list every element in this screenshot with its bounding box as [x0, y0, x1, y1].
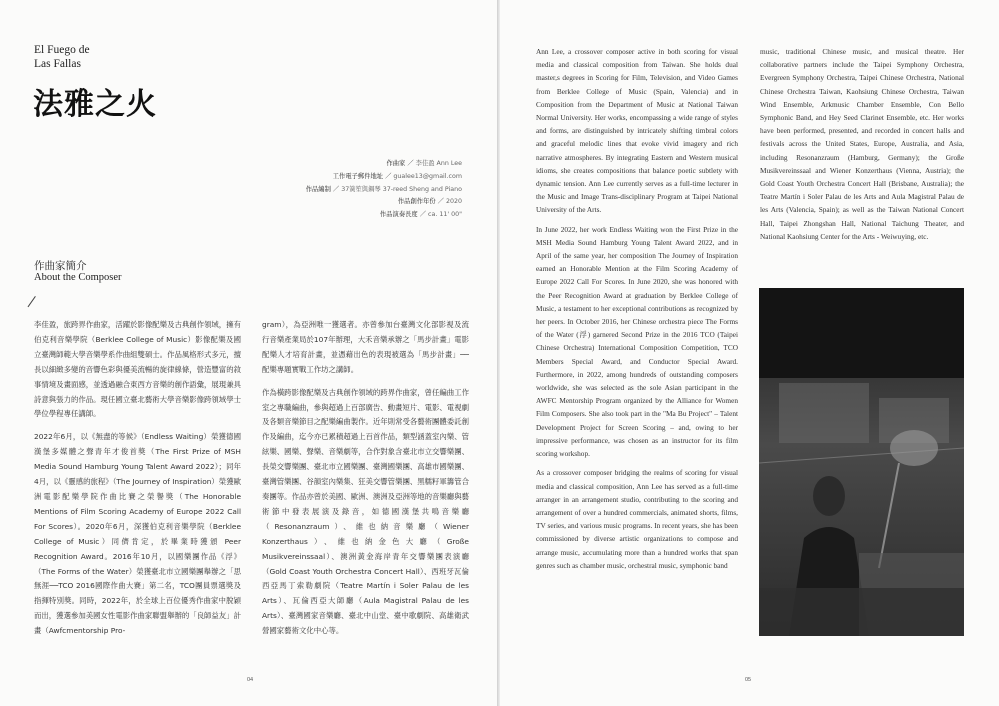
title-chinese: 法雅之火	[33, 87, 157, 122]
bio-paragraph: gram），為亞洲唯一獲選者。亦曾參加台臺灣文化部影視及流行音樂產業局於107年辦理，大禾音樂承辦之「馬步計畫」電影配樂人才培育計畫，並憑藉出色的表現被選為「馬步計畫」── 配樂專題實戰工作坊之講師。	[262, 320, 469, 374]
bio-paragraph: music, traditional Chinese music, and musical theatre. Her collaborative partners include the Taipei Symphony Orchestra, Evergreen Symphony Orchestra, Taipei Chinese Orchestra, National Chinese Orchestra Taiwan, Kaohsiung Chinese Orchestra, Taiwan Wind Ensemble, Arkmusic Chamber Ensemble, Con Bello Symphonic Band, and Hey Seed Clarinet Ensemble, etc. Her works have been performed, presented, and recorded in concert halls and festivals across the United States, Europe, Australia, and Asia, including Resonanzraum (Hamburg, Germany); the Große Musikvereinssaal and Wiener Konzerthaus (Vienna, Austria); the Gold Coast Youth Orchestra Concert Hall (Brisbane, Australia); the Teatre Martín i Soler Palau de les Arts and Aula Magistral Palau de les Arts (Valencia, Spain); as well as the Taiwan National Concert Hall, Taipei Zhongshan Hall, National Taichung Theater, and National Kaohsiung Center for the Arts - Weiwuying, etc.	[760, 47, 964, 241]
bio-english-column-2	[760, 45, 964, 249]
bio-chinese-column-1	[34, 318, 241, 647]
title-english	[34, 43, 90, 71]
left-page	[0, 0, 497, 706]
bio-paragraph: In June 2022, her work Endless Waiting won the First Prize in the MSH Media Sound Hamburg Young Talent Award 2022, and in April of the same year, her composition The Journey of Inspiration earned an Honorable Mention at the Film Scoring Academy of Europe 2022 Call For Scores. In June 2020, she was honored with the Peer Recognition Award at graduation by Berklee College of Music, a testament to her exceptional contributions as recognized by her peers. In October 2016, her Chinese orchestra piece The Forms of the Water (浮) garnered Second Prize in the 2016 TCO (Taipei Chinese Orchestra) International Composition Competition, TCO Members Special Award, and Conductor Special Award. Furthermore, in 2022, among hundreds of outstanding composers worldwide, she was selected as the sole Asian participant in the AWFC Mentorship Program organized by the Alliance for Women Film Composers. She also took part in the "Ma Bu Project" – Talent Development Project for Screen Scoring – and, owing to her impressive performance, was chosen as an instructor for its film scoring workshop.	[536, 224, 738, 459]
bio-paragraph: Ann Lee, a crossover composer active in both scoring for visual media and classical composition from Taiwan. She holds dual master,s degrees in Scoring for Film, Television, and Video Games from Berklee College of Music (Spain, Valencia) and in Composition from the Department of Music at National Taiwan Normal University. Her works, encompassing a wide range of styles and forms, are distinguished by intricately shifting timbral colors and graceful melodic lines that evoke vivid imagery and rich narrative atmospheres. By integrating Eastern and Western musical idioms, she creates compositions that balance poetic subtlety with dynamic tension. Ann Lee currently serves as a full-time lecturer in the Music and Image Trans-disciplinary Program at Taipei National University of the Arts.	[536, 47, 738, 215]
work-info-duration: 作品演奏長度 ／ ca. 11' 00"	[379, 211, 462, 219]
slash-divider	[28, 296, 36, 307]
bio-paragraph: 李佳盈，旅跨界作曲家，活躍於影像配樂及古典創作領域，擁有伯克利音樂學院（Berklee College of Music）影像配樂及國立臺灣師範大學音樂學系作曲組雙碩士。作品風格形式多元，擅長以細緻多變的音響色彩與優美流暢的旋律線條，營造豐富的敘事情境及畫面感，並透過融合東西方音樂的創作語彙，展現兼具詩意與張力的作品。現任國立臺北藝術大學音樂影像跨領域學士學位學程專任講師。	[34, 320, 241, 419]
section-heading-english: About the Composer	[34, 272, 122, 283]
title-english-line: El Fuego de	[34, 44, 90, 56]
work-info-email: 工作電子郵件地址 ／ gualee13@gmail.com	[332, 172, 462, 180]
bio-english-column-1	[536, 45, 738, 578]
work-info-composer: 作曲家 ／ 李佳盈 Ann Lee	[386, 160, 462, 167]
page-number-left: 04	[247, 677, 254, 683]
work-info	[162, 158, 462, 222]
bio-paragraph: 2022年6月，以《無盡的等候》（Endless Waiting）榮獲德國漢堡多媒體之聲青年才俊首獎（The First Prize of MSH Media Sound Hamburg Young Talent Award 2022）；同年4月，以《靈感的旅程》（The Journey of Inspiration）榮獲歐洲電影配樂學院作曲比賽之榮譽獎（The Honorable Mentions of Film Scoring Academy of Europe 2022 Call For Scores）。2020年6月，深獲伯克利音樂學院（Berklee College of Music）同儕肯定，於畢業時獲頒 Peer Recognition Award。2016年10月，以國樂團作品《浮》（The Forms of the Water）榮獲臺北市立國樂團舉辦之「思無涯──TCO 2016國際作曲大賽」第二名，TCO團員票選獎及指揮特別獎。同時，2022年，於全球上百位優秀作曲家中脫穎而出，獲選參加美國女性電影作曲家聯盟舉辦的「良師益友」計畫（Awfcmentorship Pro-	[34, 432, 241, 636]
page-number-right: 05	[745, 677, 752, 683]
bio-paragraph: As a crossover composer bridging the realms of scoring for visual media and classical composition, Ann Lee has served as a full-time arranger in an arrangement studio, contributing to the scoring and arrangement of over a hundred commercials, animated shorts, films, TV series, and various music programs. In recent years, she has been commissioned by diverse artistic organizations to compose and arrange music, accumulating more than a hundred works that span genres such as chamber music, orchestral music, symphonic band	[536, 468, 738, 570]
work-info-year: 作品創作年份 ／ 2020	[397, 198, 462, 206]
section-heading-chinese: 作曲家簡介	[34, 260, 87, 272]
bio-chinese-column-2	[262, 318, 469, 647]
bio-paragraph: 作為橫跨影像配樂及古典創作領域的跨界作曲家，曾任編曲工作室之專職編曲，參與超過上百部廣告、動畫短片、電影、電視劇及各類音樂節目之配樂編曲製作。近年則常受各藝術團體委託創作及編曲，迄今亦已累積超過上百首作品，類型涵蓋室內樂、管絃樂、國樂、聲樂、音樂劇等，合作對象含臺北市立交響樂團、長榮交響樂團、臺北市立國樂團、臺灣國樂團、高雄市國樂團、臺灣管樂團、谷韻室內樂集、狂美交響管樂團、黑糯籽軍籌管合奏團等。作品亦曾於美國、歐洲、澳洲及亞洲等地的音樂廳與藝術節中發表展演及錄音，如德國漢堡共鳴音樂廳（Resonanzraum）、維也納音樂廳（Wiener Konzerthaus）、維也納金色大廳（Große Musikvereinssaal）、澳洲黃金海岸青年交響樂團表演廳（Gold Coast Youth Orchestra Concert Hall）、西班牙瓦倫西亞馬丁索勒劇院（Teatre Martín i Soler Palau de les Arts）、瓦倫西亞大師廳（Aula Magistral Palau de les Arts）、臺灣國家音樂廳、臺北中山堂、臺中歌劇院、高雄衛武營國家藝術文化中心等。	[262, 387, 469, 636]
composer-photo	[759, 288, 964, 636]
title-english-line: Las Fallas	[34, 58, 81, 70]
work-info-instrumentation: 作品編制 ／ 37簧笙與鋼琴 37-reed Sheng and Piano	[305, 185, 462, 193]
